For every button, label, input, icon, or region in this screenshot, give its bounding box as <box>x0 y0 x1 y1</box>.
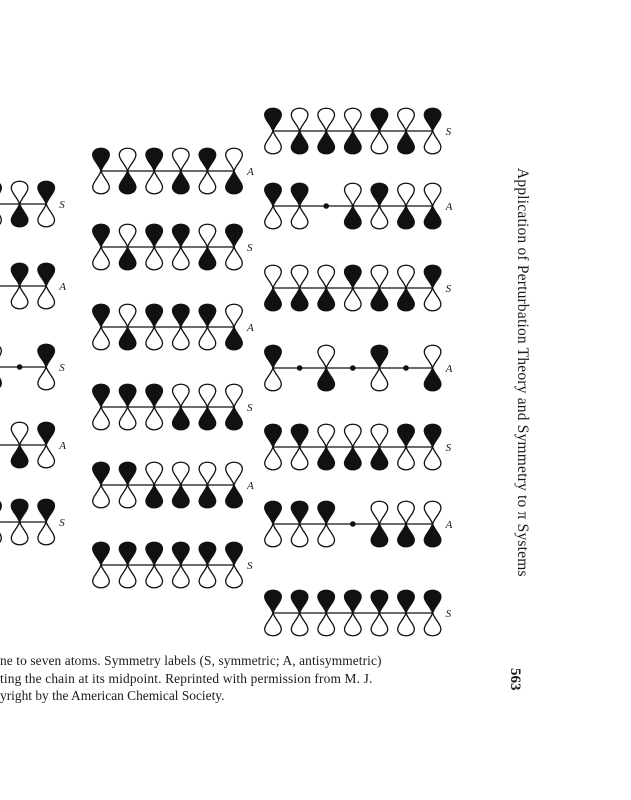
symmetry-label: S <box>445 608 452 620</box>
symmetry-label: A <box>247 166 254 178</box>
symmetry-label: S <box>59 517 65 529</box>
symmetry-label: A <box>445 519 453 531</box>
symmetry-label: A <box>247 322 254 334</box>
orbital-row-col1-5 <box>93 542 253 588</box>
symmetry-label: S <box>445 283 452 295</box>
orbital-row-col0-2 <box>0 344 65 390</box>
orbital-row-col2-3 <box>265 345 453 391</box>
running-head-text: Application of Perturbation Theory and Symmetry to π Systems <box>514 168 531 577</box>
orbital-row-col1-1 <box>93 224 253 270</box>
orbital-row-col0-1 <box>0 263 66 309</box>
symmetry-label: S <box>445 442 452 454</box>
page-number <box>503 668 527 708</box>
caption-line-2: ting the chain at its midpoint. Reprinted with permission from M. J. <box>0 670 373 686</box>
orbital-row-col0-0 <box>0 181 65 227</box>
node-dot <box>17 364 23 370</box>
symmetry-label: S <box>59 362 65 374</box>
symmetry-label: A <box>59 440 66 452</box>
orbital-row-col1-3 <box>93 384 253 430</box>
page-number-text: 563 <box>507 668 523 691</box>
symmetry-label: A <box>445 201 453 213</box>
node-dot <box>323 203 329 209</box>
symmetry-label: S <box>445 126 452 138</box>
symmetry-label: A <box>445 363 453 375</box>
orbital-row-col1-2 <box>93 304 254 350</box>
symmetry-label: S <box>247 402 253 414</box>
orbital-row-col2-4 <box>265 424 452 470</box>
node-dot <box>350 365 356 371</box>
symmetry-label: S <box>247 242 253 254</box>
caption-line-1: ne to seven atoms. Symmetry labels (S, symmetric; A, antisymmetric) <box>0 653 382 668</box>
symmetry-label: A <box>59 281 66 293</box>
running-head <box>513 168 533 638</box>
figure-caption <box>0 652 470 705</box>
symmetry-label: S <box>247 560 253 572</box>
orbital-row-col1-0 <box>93 148 254 194</box>
node-dot <box>403 365 409 371</box>
caption-line-3: yright by the American Chemical Society. <box>0 688 225 703</box>
symmetry-label: A <box>247 480 254 492</box>
orbital-row-col2-0 <box>265 108 452 154</box>
orbital-row-col2-6 <box>265 590 452 636</box>
node-dot <box>297 365 303 371</box>
orbital-row-col2-1 <box>265 183 453 229</box>
orbital-row-col2-2 <box>265 265 452 311</box>
orbital-row-col0-3 <box>0 422 66 468</box>
orbital-row-col2-5 <box>265 501 453 547</box>
orbital-row-col1-4 <box>93 462 254 508</box>
orbital-row-col0-4 <box>0 499 65 545</box>
node-dot <box>350 521 356 527</box>
symmetry-label: S <box>59 199 65 211</box>
